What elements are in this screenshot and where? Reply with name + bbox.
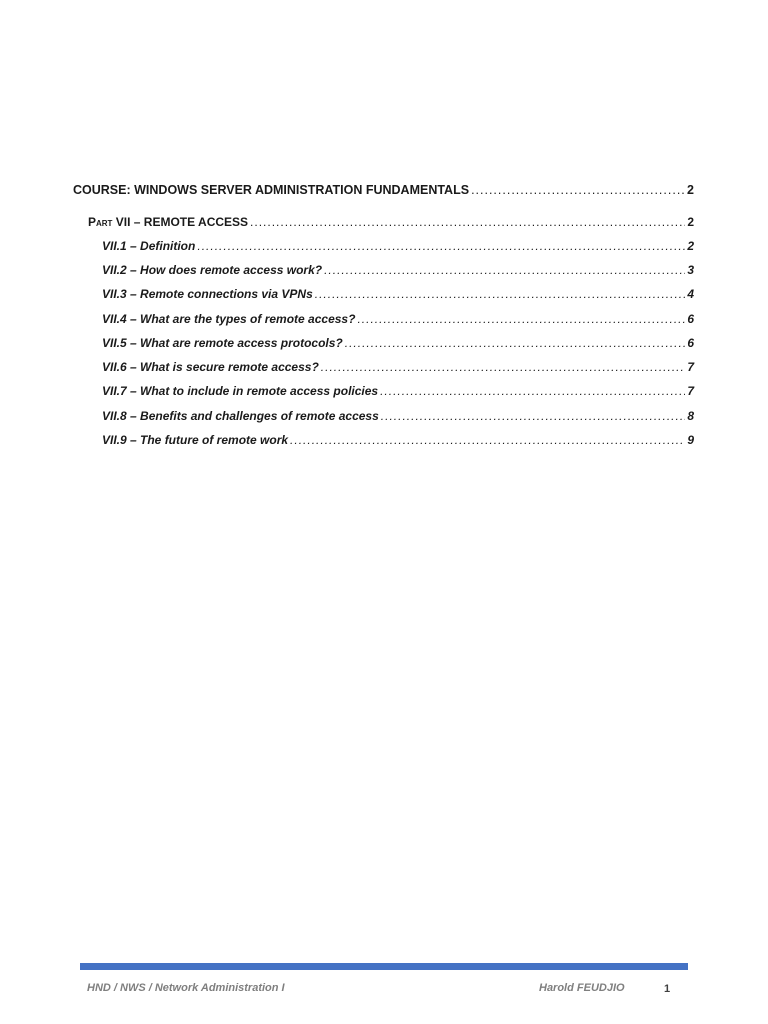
toc-dot-leader bbox=[197, 238, 685, 254]
toc-entry-page: 2 bbox=[687, 215, 694, 229]
toc-entry-page: 6 bbox=[687, 336, 694, 350]
toc-entry-page: 2 bbox=[687, 239, 694, 253]
toc-entry-label: VII.4 – What are the types of remote access? bbox=[102, 312, 356, 326]
footer-divider-bar bbox=[80, 963, 688, 970]
toc-entry-label: VII.8 – Benefits and challenges of remote access bbox=[102, 409, 379, 423]
toc-entry-page: 7 bbox=[687, 360, 694, 374]
toc-entry-page: 8 bbox=[687, 409, 694, 423]
toc-entry-page: 3 bbox=[687, 263, 694, 277]
footer-course-path: HND / NWS / Network Administration I bbox=[87, 982, 285, 994]
toc-entry-label: VII.5 – What are remote access protocols? bbox=[102, 336, 343, 350]
footer-author: Harold FEUDJIO bbox=[539, 982, 625, 994]
toc-entry-vii-1[interactable] bbox=[102, 238, 694, 254]
toc-entry-label: COURSE: WINDOWS SERVER ADMINISTRATION FUNDAMENTALS bbox=[73, 183, 470, 197]
toc-entry-vii-6[interactable] bbox=[102, 359, 694, 375]
toc-dot-leader bbox=[357, 311, 685, 327]
toc-entry-vii-8[interactable] bbox=[102, 408, 694, 424]
toc-entry-label: VII.7 – What to include in remote access policies bbox=[102, 384, 379, 398]
toc-entry-vii-4[interactable] bbox=[102, 311, 694, 327]
toc-entry-page: 2 bbox=[687, 183, 694, 197]
toc-dot-leader bbox=[290, 432, 685, 448]
toc-entry-page: 6 bbox=[687, 312, 694, 326]
toc-entry-label: VII.9 – The future of remote work bbox=[102, 433, 289, 447]
toc-dot-leader bbox=[250, 214, 685, 230]
toc-entry-label: VII.2 – How does remote access work? bbox=[102, 263, 323, 277]
toc-dot-leader bbox=[381, 408, 686, 424]
toc-entry-label: VII.1 – Definition bbox=[102, 239, 196, 253]
toc-entry-vii-7[interactable] bbox=[102, 383, 694, 399]
toc-dot-leader bbox=[380, 383, 685, 399]
toc-entry-course[interactable] bbox=[73, 182, 694, 198]
toc-entry-label: VII.6 – What is secure remote access? bbox=[102, 360, 319, 374]
toc-entry-label bbox=[88, 214, 248, 230]
toc-entry-label: VII.3 – Remote connections via VPNs bbox=[102, 287, 313, 301]
toc-entry-page: 7 bbox=[687, 384, 694, 398]
toc-entry-vii-5[interactable] bbox=[102, 335, 694, 351]
toc-dot-leader bbox=[324, 262, 685, 278]
toc-dot-leader bbox=[321, 359, 686, 375]
toc-dot-leader bbox=[315, 286, 686, 302]
toc-dot-leader bbox=[345, 335, 686, 351]
toc-entry-part[interactable] bbox=[88, 214, 694, 230]
toc-entry-vii-2[interactable] bbox=[102, 262, 694, 278]
toc-entry-vii-9[interactable] bbox=[102, 432, 694, 448]
toc-part-prefix: Part bbox=[88, 215, 113, 229]
footer-page-number: 1 bbox=[664, 983, 671, 995]
toc-entry-vii-3[interactable] bbox=[102, 286, 694, 302]
toc-entry-page: 4 bbox=[687, 287, 694, 301]
toc-dot-leader bbox=[471, 182, 685, 198]
toc-entry-page: 9 bbox=[687, 433, 694, 447]
toc-part-rest: VII – REMOTE ACCESS bbox=[112, 215, 249, 229]
